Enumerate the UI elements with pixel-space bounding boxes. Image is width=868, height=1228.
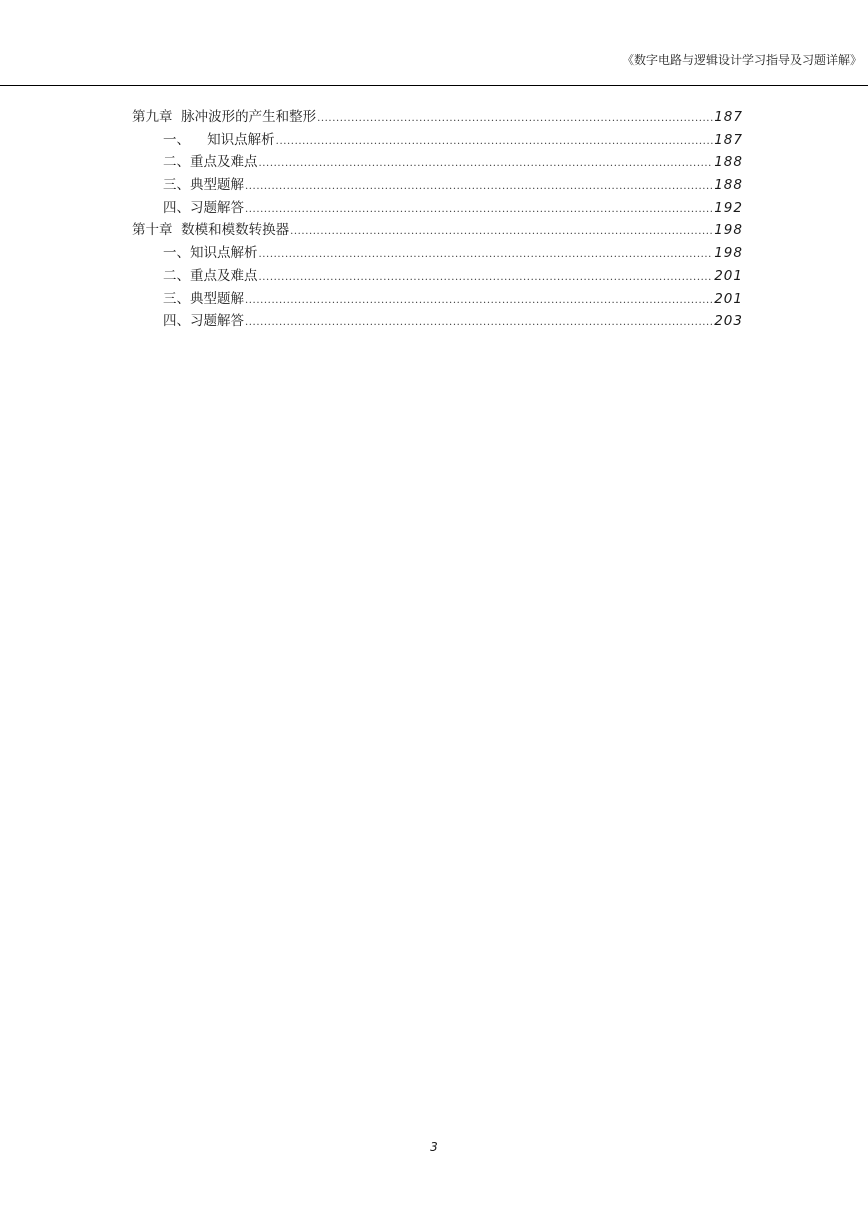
toc-page-number: 188 (714, 154, 743, 171)
toc-page-number: 187 (714, 109, 743, 125)
toc-dot-leader (290, 221, 713, 244)
toc-dot-leader (245, 176, 713, 199)
toc-entry-text: 三、典型题解 (163, 177, 244, 194)
toc-dot-leader (245, 290, 713, 313)
toc-entry-ch10-section-3[interactable] (132, 288, 743, 311)
toc-entry-text: 三、典型题解 (163, 290, 244, 307)
toc-entry-text: 一、知识点解析 (163, 245, 258, 262)
toc-page-number: 201 (714, 267, 743, 284)
toc-page-number: 188 (714, 177, 743, 194)
toc-page-number: 187 (714, 131, 743, 148)
toc-entry-chapter-9[interactable] (132, 106, 743, 129)
toc-entry-text: 四、习题解答 (163, 313, 244, 330)
toc-page-number: 198 (714, 222, 743, 239)
toc-page-number: 192 (714, 199, 743, 216)
toc-dot-leader (245, 312, 713, 335)
toc-entry-text: 一、 知识点解析 (163, 131, 275, 148)
page-header (0, 0, 868, 86)
toc-entry-ch10-section-4[interactable] (132, 310, 743, 333)
book-title: 《数字电路与逻辑设计学习指导及习题详解》 (621, 53, 862, 67)
toc-page-number: 203 (714, 313, 743, 330)
toc-dot-leader (317, 108, 713, 131)
toc-entry-text: 第九章 脉冲波形的产生和整形 (132, 109, 317, 125)
toc-entry-text: 二、重点及难点 (163, 154, 258, 171)
toc-entry-text: 二、重点及难点 (163, 267, 258, 284)
toc-dot-leader (259, 244, 714, 267)
toc-entry-text: 第十章 数模和模数转换器 (132, 222, 290, 239)
toc-entry-ch9-section-4[interactable] (132, 197, 743, 220)
toc-entry-ch9-section-1[interactable] (132, 129, 743, 152)
toc-dot-leader (259, 153, 714, 176)
toc-dot-leader (245, 199, 713, 222)
page-number: 3 (430, 1140, 438, 1154)
toc-entry-chapter-10[interactable] (132, 219, 743, 242)
toc-page-number: 201 (714, 290, 743, 307)
toc-page-number: 198 (714, 245, 743, 262)
toc-entry-ch10-section-1[interactable] (132, 242, 743, 265)
toc-entry-ch9-section-2[interactable] (132, 151, 743, 174)
toc-dot-leader (276, 131, 714, 154)
toc-entry-ch9-section-3[interactable] (132, 174, 743, 197)
toc-dot-leader (259, 267, 714, 290)
toc-entry-text: 四、习题解答 (163, 199, 244, 216)
table-of-contents (132, 106, 743, 333)
toc-entry-ch10-section-2[interactable] (132, 265, 743, 288)
